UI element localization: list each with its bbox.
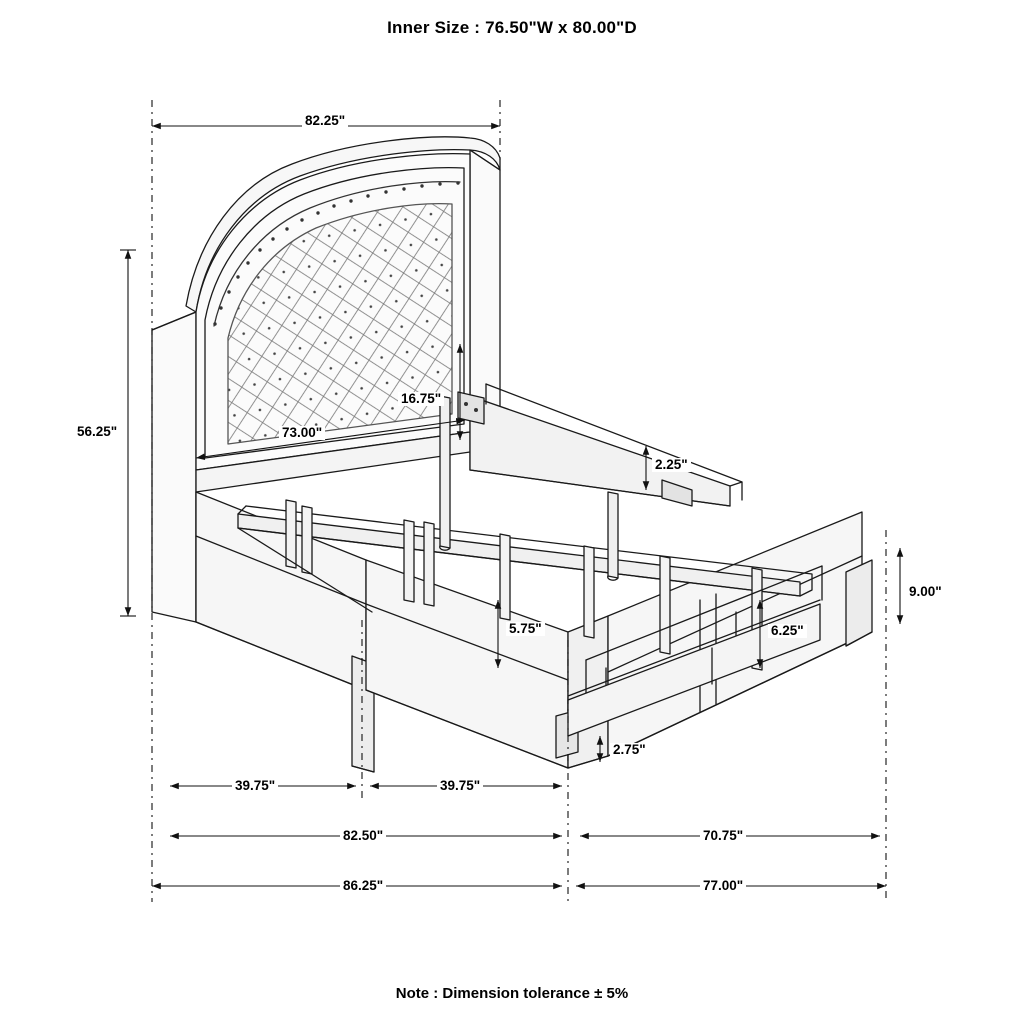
dimension-label-side-rail-height: 9.00" [906, 585, 945, 599]
dimension-label-headboard-height: 56.25" [74, 425, 120, 439]
dimension-label-overall-side: 77.00" [700, 879, 746, 893]
dimension-label-overall-width-top: 82.25" [302, 114, 348, 128]
page-title: Inner Size : 76.50"W x 80.00"D [387, 18, 637, 37]
tolerance-note: Note : Dimension tolerance ± 5% [395, 985, 629, 1002]
dimension-label-rail-thickness: 2.25" [652, 458, 691, 472]
dimension-label-front-span: 82.50" [340, 829, 386, 843]
dimension-label-slat-clearance: 5.75" [506, 622, 545, 636]
dimension-label-headboard-panel-width: 73.00" [279, 426, 325, 440]
dimension-label-right-segment: 39.75" [437, 779, 483, 793]
dimension-label-overall-front: 86.25" [340, 879, 386, 893]
dimension-label-leg-height: 2.75" [610, 743, 649, 757]
dimension-label-rail-drop: 16.75" [398, 392, 444, 406]
dimension-label-side-span: 70.75" [700, 829, 746, 843]
dimension-label-footboard-rail-height: 6.25" [768, 624, 807, 638]
dimension-label-left-segment: 39.75" [232, 779, 278, 793]
